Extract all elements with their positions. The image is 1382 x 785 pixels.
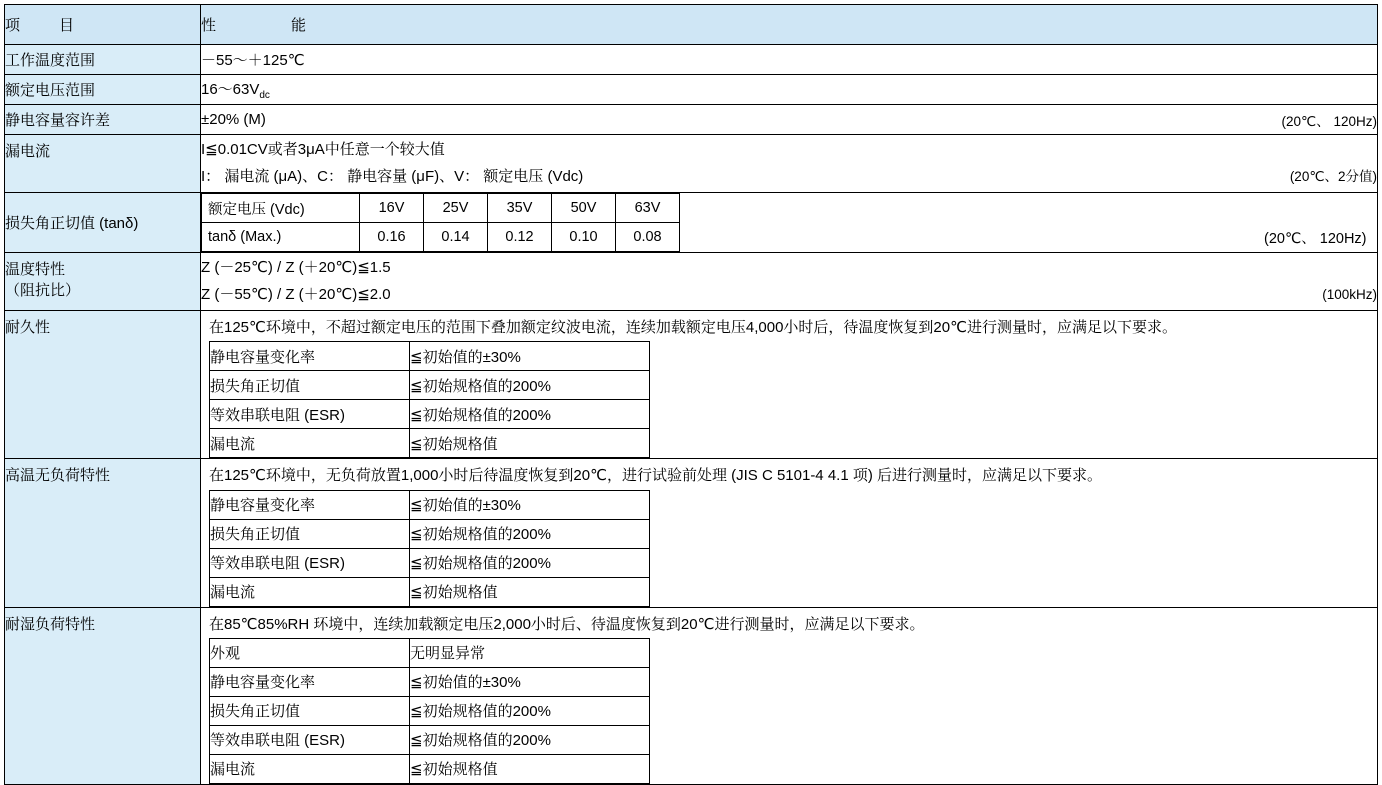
spec-sheet-page bbox=[0, 4, 1382, 779]
header-item-cell: 项 目 bbox=[5, 5, 201, 45]
table-row bbox=[5, 459, 1378, 607]
humidity-sub-value-0: 无明显异常 bbox=[410, 638, 650, 667]
row-label-temp-range: 工作温度范围 bbox=[5, 45, 201, 75]
row-value-endurance bbox=[201, 311, 1378, 459]
temp-range-text: －55～＋125℃ bbox=[201, 52, 305, 69]
table-row bbox=[210, 519, 650, 548]
table-row bbox=[5, 135, 1378, 193]
tan-delta-values-row bbox=[202, 223, 1377, 252]
table-row bbox=[5, 75, 1378, 105]
high-temp-sub-name-3: 漏电流 bbox=[210, 577, 410, 606]
table-header-row bbox=[5, 5, 1378, 45]
row-value-voltage-range bbox=[201, 75, 1378, 105]
high-temp-sub-value-2: ≦初始规格值的200% bbox=[410, 548, 650, 577]
leakage-current-line1: I≦0.01CV或者3μA中任意一个较大值 bbox=[201, 141, 445, 158]
temp-characteristic-line2: Z (－55℃) / Z (＋20℃)≦2.0 bbox=[201, 285, 391, 303]
tan-delta-note: (20℃、 120Hz) bbox=[1263, 230, 1367, 247]
temp-characteristic-note: (100kHz) bbox=[1322, 286, 1377, 302]
table-row bbox=[210, 638, 650, 667]
tan-delta-row1-head: 额定电压 (Vdc) bbox=[202, 194, 360, 223]
tan-delta-value-0: 0.16 bbox=[360, 223, 424, 252]
endurance-description: 在125℃环境中，不超过额定电压的范围下叠加额定纹波电流，连续加载额定电压4,000小时后，待温度恢复到20℃进行测量时，应满足以下要求。 bbox=[209, 319, 1177, 336]
high-temp-no-load-sub-table bbox=[209, 490, 650, 607]
temp-characteristic-label-line1: 温度特性 bbox=[5, 261, 66, 278]
tan-delta-voltage-2: 35V bbox=[488, 194, 552, 223]
humidity-sub-name-3: 等效串联电阻 (ESR) bbox=[210, 725, 410, 754]
tan-delta-value-4: 0.08 bbox=[616, 223, 680, 252]
humidity-load-description: 在85℃85%RH 环境中，连续加载额定电压2,000小时后、待温度恢复到20℃进行测量时，应满足以下要求。 bbox=[209, 615, 925, 633]
tan-delta-voltage-3: 50V bbox=[552, 194, 616, 223]
table-row bbox=[5, 311, 1378, 459]
table-row bbox=[210, 400, 650, 429]
table-row bbox=[210, 577, 650, 606]
table-row bbox=[210, 725, 650, 754]
table-row bbox=[210, 667, 650, 696]
row-label-tan-delta: 损失角正切值 (tanδ) bbox=[5, 193, 201, 253]
table-row bbox=[5, 607, 1378, 784]
row-label-temp-characteristic bbox=[5, 253, 201, 311]
high-temp-sub-value-0: ≦初始值的±30% bbox=[410, 490, 650, 519]
tan-delta-value-3: 0.10 bbox=[552, 223, 616, 252]
humidity-sub-name-2: 损失角正切值 bbox=[210, 696, 410, 725]
row-label-capacitance-tolerance: 静电容量容许差 bbox=[5, 105, 201, 135]
humidity-sub-value-3: ≦初始规格值的200% bbox=[410, 725, 650, 754]
endurance-sub-name-0: 静电容量变化率 bbox=[210, 342, 410, 371]
table-row bbox=[5, 253, 1378, 311]
row-value-humidity-load bbox=[201, 607, 1378, 784]
table-row bbox=[210, 754, 650, 783]
tan-delta-row2-head: tanδ (Max.) bbox=[202, 223, 360, 252]
humidity-sub-name-4: 漏电流 bbox=[210, 754, 410, 783]
row-label-voltage-range: 额定电压范围 bbox=[5, 75, 201, 105]
voltage-range-text bbox=[201, 81, 270, 101]
high-temp-no-load-description: 在125℃环境中，无负荷放置1,000小时后待温度恢复到20℃，进行试验前处理 (JIS C 5101-4 4.1 项) 后进行测量时，应满足以下要求。 bbox=[209, 467, 1103, 485]
row-value-capacitance-tolerance bbox=[201, 105, 1378, 135]
tan-delta-value-2: 0.12 bbox=[488, 223, 552, 252]
row-label-leakage-current: 漏电流 bbox=[5, 135, 201, 193]
row-value-tan-delta bbox=[201, 193, 1378, 253]
high-temp-sub-name-1: 损失角正切值 bbox=[210, 519, 410, 548]
high-temp-subtable-wrap bbox=[201, 490, 1377, 607]
tan-delta-value-1: 0.14 bbox=[424, 223, 488, 252]
humidity-sub-value-1: ≦初始值的±30% bbox=[410, 667, 650, 696]
humidity-sub-value-2: ≦初始规格值的200% bbox=[410, 696, 650, 725]
row-label-endurance: 耐久性 bbox=[5, 311, 201, 459]
endurance-sub-name-3: 漏电流 bbox=[210, 429, 410, 458]
capacitance-tolerance-note: (20℃、 120Hz) bbox=[1281, 113, 1377, 129]
endurance-subtable-wrap bbox=[201, 341, 1377, 458]
tan-delta-spacer-1 bbox=[680, 194, 1377, 223]
table-row bbox=[5, 105, 1378, 135]
table-row bbox=[5, 45, 1378, 75]
table-row bbox=[5, 193, 1378, 253]
table-row bbox=[210, 548, 650, 577]
tan-delta-inner-table bbox=[201, 193, 1377, 252]
temp-characteristic-label-line2: （阻抗比） bbox=[5, 282, 81, 299]
humidity-sub-name-1: 静电容量变化率 bbox=[210, 667, 410, 696]
row-label-humidity-load: 耐湿负荷特性 bbox=[5, 607, 201, 784]
leakage-current-note: (20℃、2分值) bbox=[1289, 168, 1377, 184]
table-row bbox=[210, 429, 650, 458]
tan-delta-voltage-row bbox=[202, 194, 1377, 223]
specifications-table bbox=[4, 4, 1378, 785]
table-row bbox=[210, 696, 650, 725]
temp-characteristic-line1: Z (－25℃) / Z (＋20℃)≦1.5 bbox=[201, 259, 391, 276]
endurance-sub-value-3: ≦初始规格值 bbox=[410, 429, 650, 458]
endurance-sub-name-1: 损失角正切值 bbox=[210, 371, 410, 400]
table-row bbox=[210, 342, 650, 371]
tan-delta-voltage-0: 16V bbox=[360, 194, 424, 223]
humidity-load-sub-table bbox=[209, 638, 650, 784]
voltage-range-main: 16～63V bbox=[201, 81, 260, 98]
row-value-temp-range bbox=[201, 45, 1378, 75]
leakage-current-line2: I： 漏电流 (μA)、C： 静电容量 (μF)、V： 额定电压 (Vdc) bbox=[201, 167, 584, 185]
tan-delta-voltage-4: 63V bbox=[616, 194, 680, 223]
table-row bbox=[210, 490, 650, 519]
humidity-subtable-wrap bbox=[201, 638, 1377, 784]
tan-delta-voltage-1: 25V bbox=[424, 194, 488, 223]
header-performance-cell: 性 能 bbox=[201, 5, 1378, 45]
high-temp-sub-name-2: 等效串联电阻 (ESR) bbox=[210, 548, 410, 577]
endurance-sub-value-1: ≦初始规格值的200% bbox=[410, 371, 650, 400]
row-value-temp-characteristic bbox=[201, 253, 1378, 311]
endurance-sub-value-2: ≦初始规格值的200% bbox=[410, 400, 650, 429]
high-temp-sub-value-1: ≦初始规格值的200% bbox=[410, 519, 650, 548]
endurance-sub-table bbox=[209, 341, 650, 458]
row-label-high-temp-no-load: 高温无负荷特性 bbox=[5, 459, 201, 607]
humidity-sub-value-4: ≦初始规格值 bbox=[410, 754, 650, 783]
table-row bbox=[210, 371, 650, 400]
endurance-sub-value-0: ≦初始值的±30% bbox=[410, 342, 650, 371]
humidity-sub-name-0: 外观 bbox=[210, 638, 410, 667]
high-temp-sub-value-3: ≦初始规格值 bbox=[410, 577, 650, 606]
high-temp-sub-name-0: 静电容量变化率 bbox=[210, 490, 410, 519]
row-value-high-temp-no-load bbox=[201, 459, 1378, 607]
row-value-leakage-current bbox=[201, 135, 1378, 193]
capacitance-tolerance-text: ±20% (M) bbox=[201, 111, 266, 128]
voltage-range-subscript: dc bbox=[259, 90, 270, 101]
endurance-sub-name-2: 等效串联电阻 (ESR) bbox=[210, 400, 410, 429]
